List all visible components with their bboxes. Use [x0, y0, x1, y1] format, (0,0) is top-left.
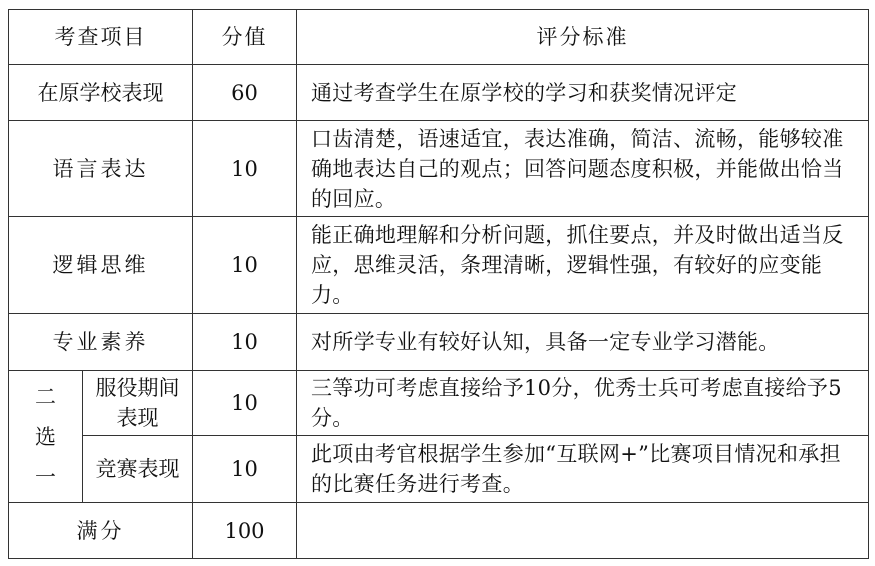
table-row: [9, 65, 869, 121]
item-cell: 服役期间表现: [83, 371, 193, 436]
item-cell: 语言表达: [9, 121, 193, 217]
item-cell: 在原学校表现: [9, 65, 193, 121]
criteria-cell: 三等功可考虑直接给予10分，优秀士兵可考虑直接给予5分。: [297, 371, 869, 436]
score-cell: 10: [193, 314, 297, 371]
criteria-cell: 口齿清楚，语速适宜，表达准确，简洁、流畅，能够较准确地表达自己的观点；回答问题态度积极，并能做出恰当的回应。: [297, 121, 869, 217]
choice-group-label: 二选一: [35, 384, 56, 489]
item-cell: 专业素养: [9, 314, 193, 371]
total-criteria-cell: [297, 503, 869, 559]
header-criteria: 评分标准: [297, 10, 869, 65]
criteria-cell: 此项由考官根据学生参加“互联网+”比赛项目情况和承担的比赛任务进行考查。: [297, 436, 869, 503]
item-cell: 逻辑思维: [9, 217, 193, 314]
criteria-cell: 对所学专业有较好认知，具备一定专业学习潜能。: [297, 314, 869, 371]
item-cell: 竞赛表现: [83, 436, 193, 503]
total-label-cell: 满分: [9, 503, 193, 559]
score-cell: 10: [193, 217, 297, 314]
header-score: 分值: [193, 10, 297, 65]
table-row: [9, 371, 869, 436]
total-row: [9, 503, 869, 559]
score-cell: 60: [193, 65, 297, 121]
choice-group-label-cell: [9, 371, 83, 503]
header-item: 考查项目: [9, 10, 193, 65]
scoring-table: [8, 9, 869, 559]
score-cell: 10: [193, 436, 297, 503]
header-row: [9, 10, 869, 65]
table-row: [9, 217, 869, 314]
total-score-cell: 100: [193, 503, 297, 559]
criteria-cell: 通过考查学生在原学校的学习和获奖情况评定: [297, 65, 869, 121]
table-row: [9, 314, 869, 371]
table-row: [9, 436, 869, 503]
score-cell: 10: [193, 371, 297, 436]
table-row: [9, 121, 869, 217]
criteria-cell: 能正确地理解和分析问题，抓住要点，并及时做出适当反应，思维灵活，条理清晰，逻辑性强，有较好的应变能力。: [297, 217, 869, 314]
score-cell: 10: [193, 121, 297, 217]
